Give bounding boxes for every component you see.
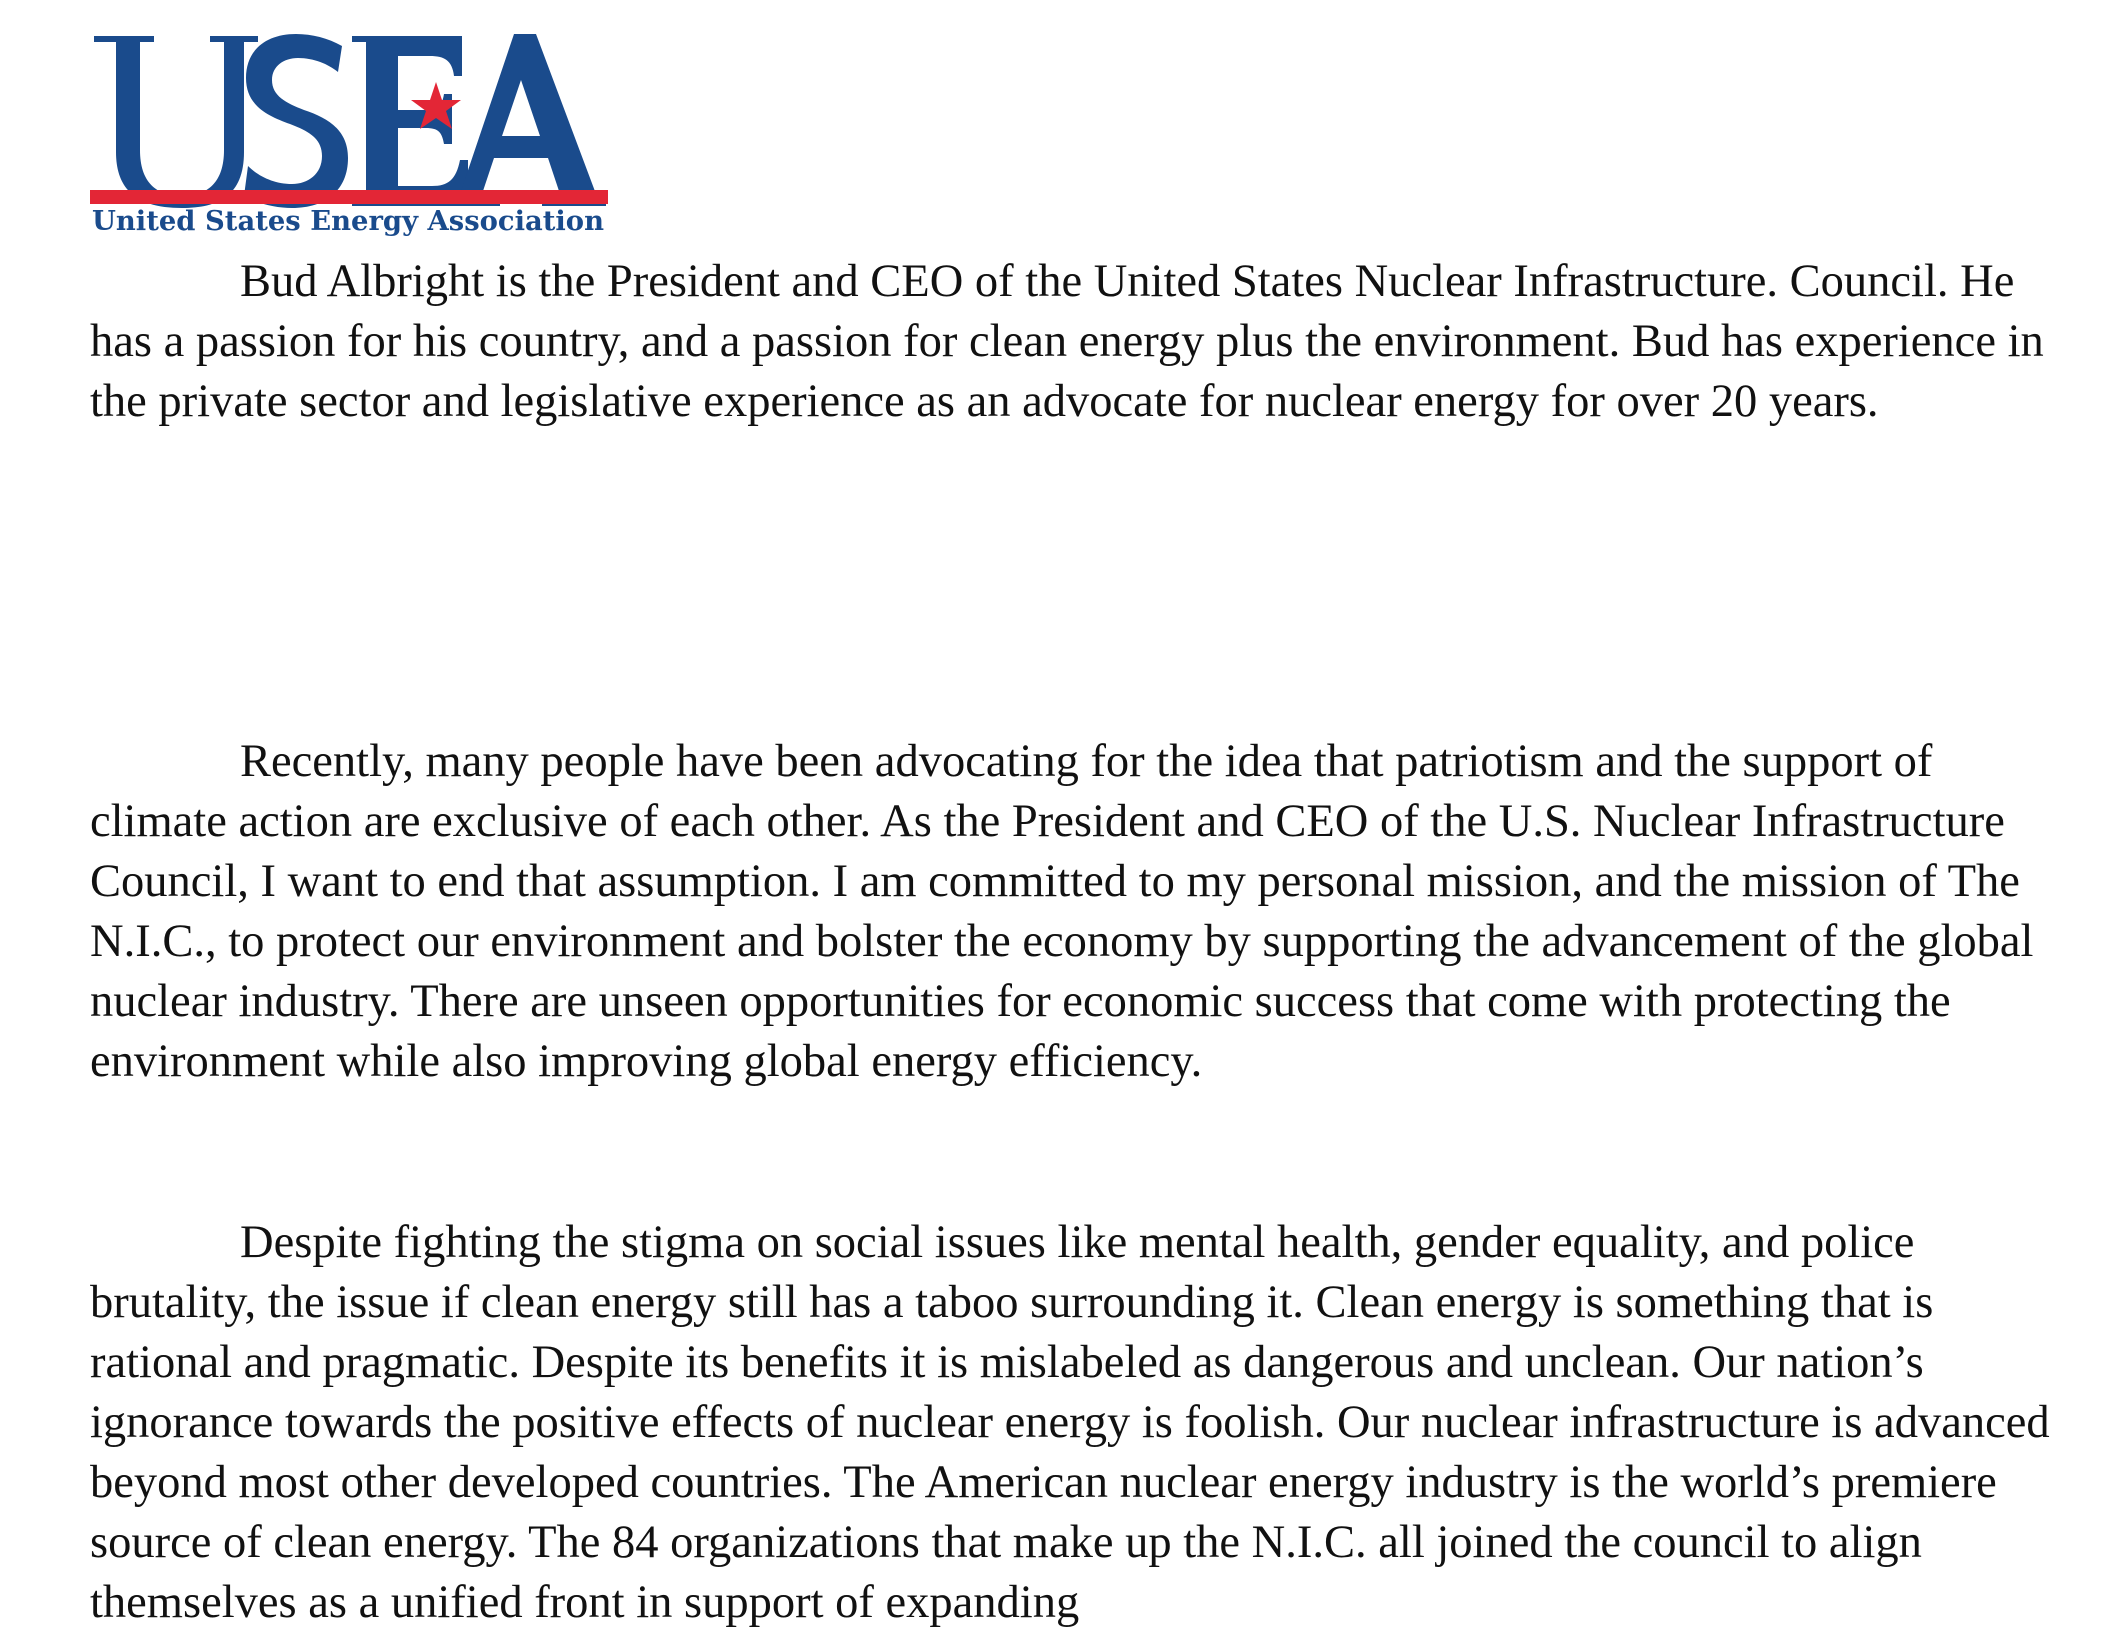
logo-letter-e [352, 36, 468, 206]
logo-letter-s [244, 34, 348, 208]
logo-letter-u [94, 36, 258, 208]
body-paragraph: Bud Albright is the President and CEO of the United States Nuclear Infrastructure. Council. He has a passion for his country, and a passion for clean energy plus the environment. Bud has experience in the private sector and legislative experience as an advocate for nuclear energy for over 20 years. [90, 256, 2044, 427]
body-paragraph: Recently, many people have been advocating for the idea that patriotism and the support of climate action are exclusive of each other. As the President and CEO of the U.S. Nuclear Infrastructure Council, I want to end that assumption. I am committed to my personal mission, and the mission of The N.I.C., to protect our environment and bolster the economy by supporting the advancement of the global nuclear industry. There are unseen opportunities for economic success that come with protecting the environment while also improving global energy efficiency. [90, 736, 2034, 1087]
usea-logo-graphic [90, 30, 608, 242]
logo-letter-a [450, 34, 606, 206]
logo-red-bar [90, 190, 608, 204]
body-paragraph: Despite fighting the stigma on social issues like mental health, gender equality, and police brutality, the issue if clean energy still has a taboo surrounding it. Clean energy is something that is rational and pragmatic. Despite its benefits it is mislabeled as dangerous and unclean. Our nation’s ignorance towards the positive effects of nuclear energy is foolish. Our nuclear infrastructure is advanced beyond most other developed countries. The American nuclear energy industry is the world’s premiere source of clean energy. The 84 organizations that make up the N.I.C. all joined the council to align themselves as a unified front in support of expanding [90, 1217, 2050, 1628]
logo-organization-name: United States Energy Association [92, 206, 605, 237]
usea-logo [90, 30, 608, 242]
